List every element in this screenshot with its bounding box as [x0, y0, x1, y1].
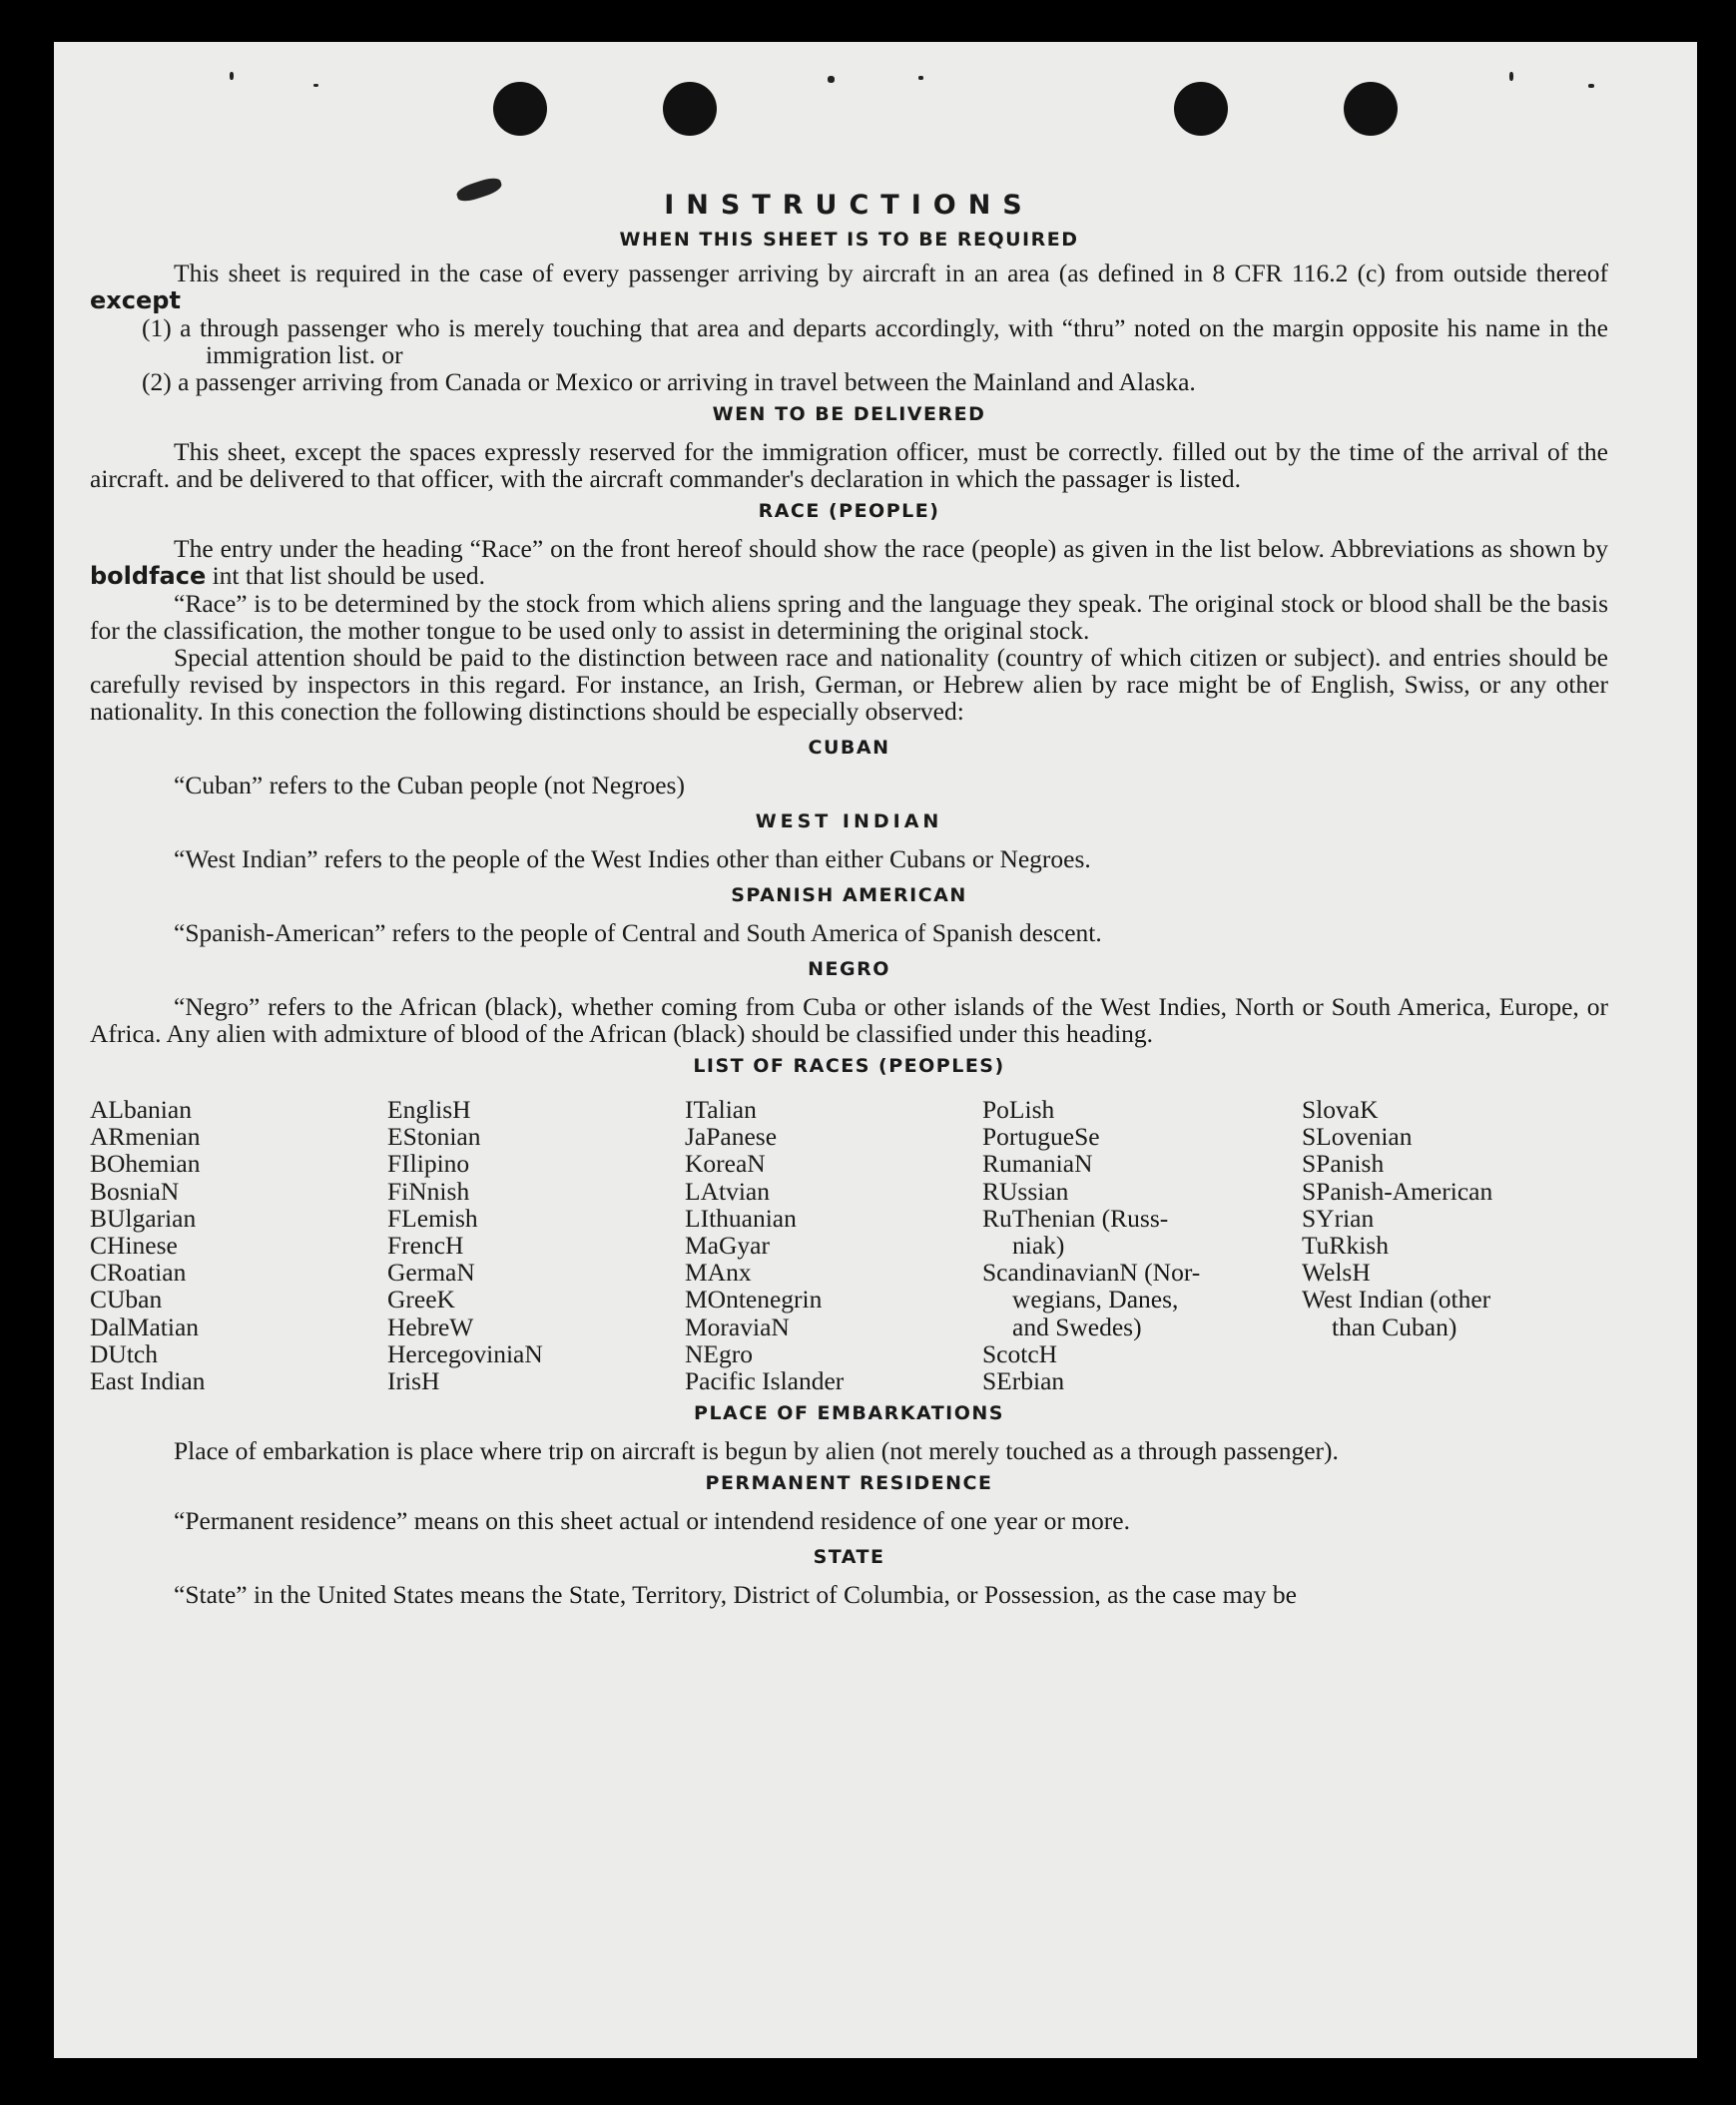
instructions-body	[90, 192, 1608, 1608]
race-column-1	[90, 1096, 387, 1394]
heading-embarkation: PLACE OF EMBARKATIONS	[694, 1402, 1004, 1425]
except-emphasis: except	[90, 286, 181, 314]
race-list-item: TuRkish	[1302, 1231, 1389, 1261]
race-list-item: WelsH	[1302, 1258, 1371, 1288]
race-list-item: than Cuban)	[1332, 1312, 1457, 1341]
race-list-item: HercegoviniaN	[387, 1338, 543, 1368]
heading-spanish-american: SPANISH AMERICAN	[731, 884, 967, 906]
race-list-item: EnglisH	[387, 1095, 471, 1124]
document-page	[54, 42, 1697, 2058]
race-list-item: SErbian	[982, 1366, 1065, 1396]
race-list-item: PortugueSe	[982, 1122, 1100, 1152]
race-column-3	[685, 1096, 982, 1394]
required-intro: This sheet is required in the case of every passenger arriving by aircraft in an area (as defined in 8 CFR 116.2 (c) from outside thereof except	[90, 259, 1608, 314]
race-list-item: EStonian	[387, 1122, 481, 1152]
race-list-item: BUlgarian	[90, 1203, 197, 1233]
race-list-item: FLemish	[387, 1203, 478, 1233]
race-list-item: KoreaN	[685, 1149, 766, 1179]
race-list-item: BOhemian	[90, 1149, 201, 1179]
required-item-2: (2) a passenger arriving from Canada or Mexico or arriving in travel between the Mainland and Alaska.	[142, 367, 1196, 396]
race-list-item: PoLish	[982, 1095, 1055, 1124]
race-list-item: JaPanese	[685, 1122, 778, 1152]
speck	[918, 76, 923, 80]
race-list-item: CHinese	[90, 1231, 178, 1261]
punch-hole	[1174, 82, 1228, 136]
delivered-text: This sheet, except the spaces expressly reserved for the immigration officer, must be correctly. filled out by the time of the arrival of the aircraft. and be delivered to that officer, with the aircraft commander's declaration in which the passager is listed.	[90, 437, 1608, 493]
race-list-item: ARmenian	[90, 1122, 201, 1152]
punch-hole	[663, 82, 717, 136]
heading-state: STATE	[813, 1546, 885, 1569]
race-list-item: NEgro	[685, 1338, 753, 1368]
race-list-item: RuThenian (Russ-	[982, 1203, 1169, 1233]
cuban-text: “Cuban” refers to the Cuban people (not Negroes)	[174, 771, 685, 799]
race-list-item: ScotcH	[982, 1338, 1058, 1368]
race-list-item: and Swedes)	[1012, 1312, 1142, 1341]
heading-delivered: WEN TO BE DELIVERED	[712, 403, 986, 425]
speck	[1509, 72, 1513, 81]
heading-cuban: CUBAN	[808, 737, 890, 759]
race-list-item: ITalian	[685, 1095, 757, 1124]
speck	[828, 76, 835, 83]
heading-residence: PERMANENT RESIDENCE	[705, 1472, 993, 1495]
heading-required: WHEN THIS SHEET IS TO BE REQUIRED	[619, 229, 1079, 251]
race-list-item: IrisH	[387, 1366, 440, 1396]
race-paragraph-3: Special attention should be paid to the distinction between race and nationality (country of which citizen or subject). and entries should be carefully revised by inspectors in this regard. For instance, an Irish, German, or Hebrew alien by race might be of English, Swiss, or any other nationality. In this conection the following distinctions should be especially observed:	[90, 643, 1608, 726]
race-paragraph-1: The entry under the heading “Race” on the front hereof should show the race (people) as given in the list below. Abbreviations as shown by boldface int that list should be used.	[90, 534, 1608, 590]
race-list-item: MoraviaN	[685, 1312, 790, 1341]
race-list-item: CUban	[90, 1285, 163, 1315]
race-list-item: DalMatian	[90, 1312, 200, 1341]
race-list-item: MaGyar	[685, 1231, 770, 1261]
race-list-item: DUtch	[90, 1338, 158, 1368]
speck	[313, 84, 318, 87]
heading-west-indian: WEST INDIAN	[755, 810, 943, 832]
page-title: INSTRUCTIONS	[664, 190, 1034, 221]
race-list-item: RUssian	[982, 1176, 1069, 1206]
race-list-item: West Indian (other	[1302, 1285, 1491, 1315]
race-column-2	[387, 1096, 685, 1394]
heading-race: RACE (PEOPLE)	[758, 500, 940, 522]
race-list-item: LAtvian	[685, 1176, 770, 1206]
race-list-item: FIlipino	[387, 1149, 470, 1179]
race-list	[90, 1096, 1608, 1394]
required-item-1: (1) a through passenger who is merely touching that area and departs accordingly, with “thru” noted on the margin opposite his name in the immigration list. or	[142, 313, 1608, 369]
race-list-item: GreeK	[387, 1285, 455, 1315]
race-list-item: SYrian	[1302, 1203, 1375, 1233]
heading-negro: NEGRO	[808, 958, 890, 980]
race-list-item: MAnx	[685, 1258, 752, 1288]
race-column-5	[1302, 1096, 1601, 1394]
race-list-item: SLovenian	[1302, 1122, 1413, 1152]
race-list-item: wegians, Danes,	[1012, 1285, 1179, 1315]
race-list-item: SPanish-American	[1302, 1176, 1493, 1206]
punch-hole	[1344, 82, 1398, 136]
race-paragraph-2: “Race” is to be determined by the stock from which aliens spring and the language they speak. The original stock or blood shall be the basis for the classification, the mother tongue to be used only to assist in determining the original stock.	[90, 589, 1608, 645]
race-list-item: FiNnish	[387, 1176, 470, 1206]
heading-list-of-races: LIST OF RACES (PEOPLES)	[693, 1055, 1005, 1077]
race-list-item: MOntenegrin	[685, 1285, 823, 1315]
residence-text: “Permanent residence” means on this sheet actual or intendend residence of one year or more.	[174, 1506, 1130, 1536]
race-list-item: CRoatian	[90, 1258, 187, 1288]
spanish-american-text: “Spanish-American” refers to the people of Central and South America of Spanish descent.	[174, 918, 1102, 947]
state-text: “State” in the United States means the State, Territory, District of Columbia, or Possession, as the case may be	[174, 1580, 1297, 1610]
speck	[1588, 84, 1594, 88]
boldface-emphasis: boldface	[90, 562, 207, 590]
punch-hole	[493, 82, 547, 136]
race-list-item: East Indian	[90, 1366, 206, 1396]
race-list-item: BosniaN	[90, 1176, 180, 1206]
bleed-through	[912, 108, 918, 131]
race-list-item: RumaniaN	[982, 1149, 1093, 1179]
race-list-item: LIthuanian	[685, 1203, 797, 1233]
race-column-4	[982, 1096, 1302, 1394]
negro-text: “Negro” refers to the African (black), whether coming from Cuba or other islands of the West Indies, North or South America, Europe, or Africa. Any alien with admixture of blood of the African (black) should be classified under this heading.	[90, 992, 1608, 1048]
race-list-item: Pacific Islander	[685, 1366, 845, 1396]
speck	[230, 72, 234, 80]
race-list-item: SPanish	[1302, 1149, 1385, 1179]
race-list-item: ALbanian	[90, 1095, 192, 1124]
race-list-item: HebreW	[387, 1312, 474, 1341]
race-list-item: FrencH	[387, 1231, 464, 1261]
race-list-item: SlovaK	[1302, 1095, 1379, 1124]
race-list-item: ScandinavianN (Nor-	[982, 1258, 1201, 1288]
embarkation-text: Place of embarkation is place where trip on aircraft is begun by alien (not merely touched as a through passenger).	[174, 1436, 1339, 1466]
west-indian-text: “West Indian” refers to the people of the West Indies other than either Cubans or Negroes.	[174, 844, 1091, 873]
race-list-item: niak)	[1012, 1231, 1065, 1261]
race-list-item: GermaN	[387, 1258, 475, 1288]
